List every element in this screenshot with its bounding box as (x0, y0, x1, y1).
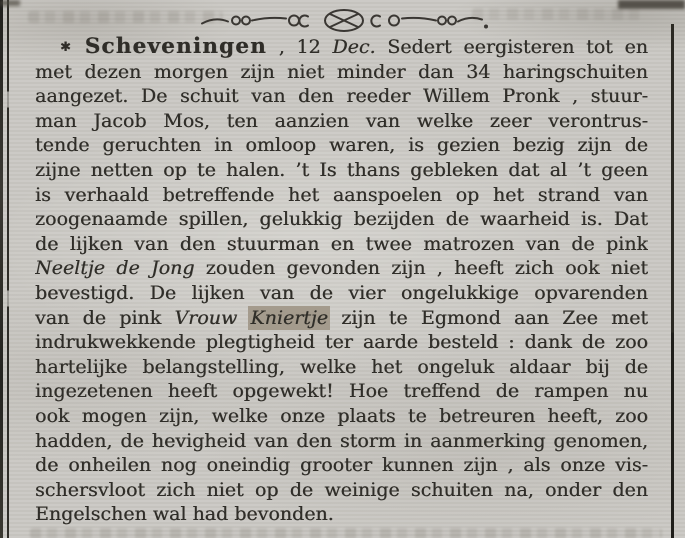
text-segment: indrukwekkende plegtigheid ter aarde besteld : dank de zoo (35, 331, 648, 354)
text-segment: hadden, de hevigheid van den storm in aanmerking genomen, (35, 429, 648, 452)
left-inner-column-rule (7, 0, 9, 538)
text-segment: zoogenaamde spillen, gelukkig bezijden de waarheid is. Dat (35, 208, 648, 231)
text-segment: met dezen morgen zijn niet minder dan 34 haringschuiten (35, 60, 648, 83)
text-segment: man Jacob Mos, ten aanzien van welke zeer verontrus- (35, 109, 648, 132)
article-line (35, 502, 648, 527)
highlighted-term: Kniertje (250, 306, 329, 329)
top-left-ink-smudge (0, 0, 20, 6)
text-segment: hartelijke belangstelling, welke het ongeluk aldaar bij de (35, 355, 648, 378)
article-line (35, 355, 648, 380)
text-segment: zijne netten op te halen. ’t Is thans gebleken dat al ’t geen (35, 158, 648, 181)
article-line (35, 281, 648, 306)
text-segment: zouden gevonden zijn , heeft zich ook niet (194, 257, 648, 280)
article-line (35, 84, 648, 109)
text-segment: bevestigd. De lijken van de vier ongelukkige opvarenden (35, 281, 648, 304)
left-outer-column-rule (0, 0, 3, 538)
newspaper-article (35, 35, 648, 527)
text-segment: Engelschen wal had bevonden. (35, 503, 334, 526)
article-line (35, 35, 648, 60)
text-segment: ingezetenen heeft opgewekt! Hoe treffend de rampen nu (35, 380, 648, 403)
text-segment: is verhaald betreffende het aanspoelen op het strand van (35, 183, 648, 206)
text-segment: aangezet. De schuit van den reeder Willem Pronk , stuur- (35, 85, 648, 108)
article-line (35, 158, 648, 183)
article-line (35, 478, 648, 503)
text-segment: tende geruchten in omloop waren, is gezien bezig zijn de (35, 134, 648, 157)
text-segment: van de pink (35, 306, 175, 329)
article-line (35, 232, 648, 257)
cut-off-next-line (30, 528, 662, 538)
article-line (35, 429, 648, 454)
text-segment: Dec. (332, 36, 376, 58)
article-line (35, 379, 648, 404)
text-segment: , 12 (266, 36, 333, 58)
article-line (35, 453, 648, 478)
decorative-divider (198, 7, 490, 34)
text-segment: de onheilen nog oneindig grooter kunnen zijn , als onze vis- (35, 454, 648, 477)
text-segment: de lijken van den stuurman en twee matrozen van de pink (35, 232, 648, 255)
dateline-star-marker: ✱ (60, 40, 85, 55)
article-line (35, 133, 648, 158)
dateline-place: Scheveningen (84, 35, 267, 59)
article-line (35, 404, 648, 429)
article-line (35, 306, 648, 331)
article-line (35, 330, 648, 355)
knot-ornament-icon (198, 7, 490, 34)
article-line (35, 60, 648, 85)
text-segment: schersvloot zich niet op de weinige schuiten na, onder den (35, 478, 648, 501)
right-column-rule (671, 24, 674, 538)
article-line (35, 183, 648, 208)
text-segment: zijn te Egmond aan Zee met (328, 306, 648, 329)
article-line (35, 256, 648, 281)
text-segment: Neeltje de Jong (35, 257, 195, 280)
text-segment: ook mogen zijn, welke onze plaats te betreuren heeft, zoo (35, 404, 648, 427)
article-line (35, 207, 648, 232)
bleed-through-text-top-right (472, 8, 640, 20)
article-line (35, 109, 648, 134)
text-segment: Vrouw (174, 306, 251, 329)
text-segment: Sedert eergisteren tot en (375, 36, 648, 58)
bleed-through-text-top-left (28, 11, 223, 23)
